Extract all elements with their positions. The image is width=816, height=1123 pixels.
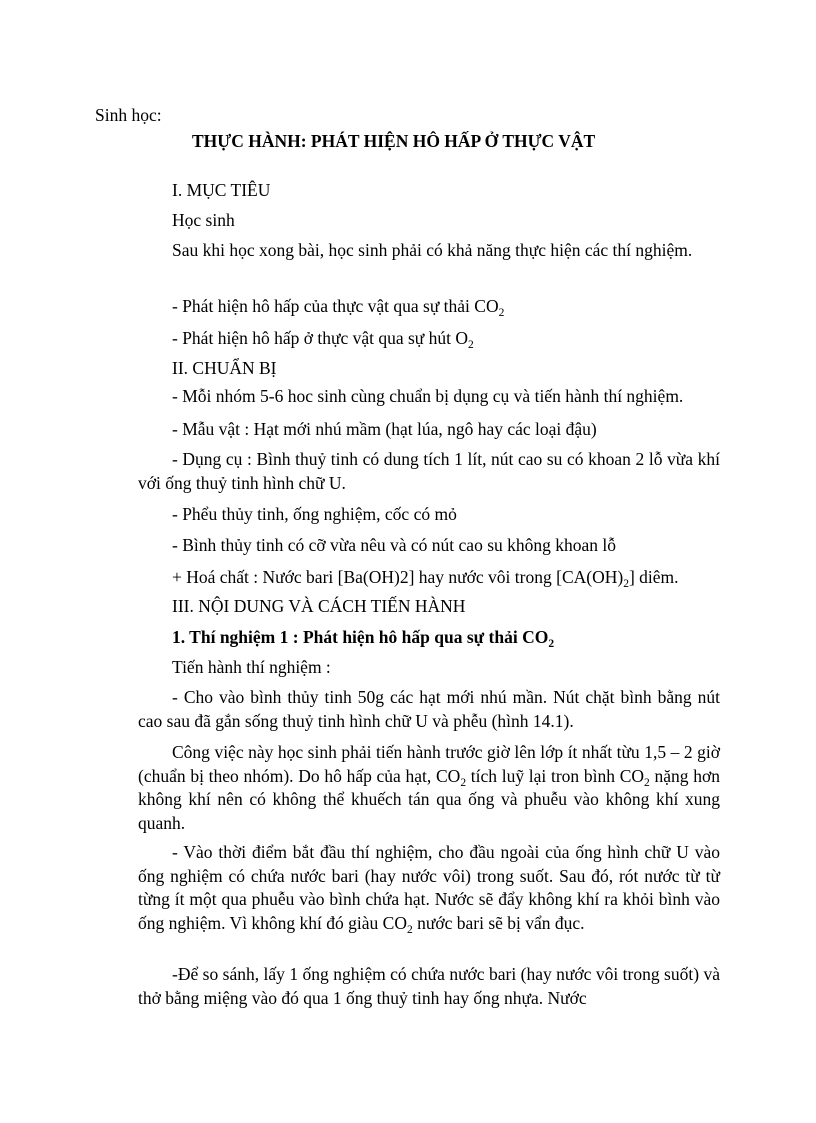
prep-item: - Dụng cụ : Bình thuỷ tinh có dung tích 1 lít, nút cao su có khoan 2 lỗ vừa khí với ống thuỷ tinh hình chữ U. bbox=[138, 449, 720, 493]
procedure-paragraph: Công việc này học sinh phải tiến hành trước giờ lên lớp ít nhất từu 1,5 – 2 giờ (chuẩn bị theo nhóm). Do hô hấp của hạt, $CO_2$ tích luỹ lại tron bình $CO_2$ nặng hơn không khí nên có không thể khuếch tán qua ống và phuễu vào không khí xung quanh. bbox=[138, 742, 720, 833]
objective-item: - Phát hiện hô hấp ở thực vật qua sự hút $O_2$ bbox=[172, 328, 474, 351]
procedure-label: Tiến hành thí nghiệm : bbox=[172, 657, 331, 677]
procedure-step: - Cho vào bình thủy tinh 50g các hạt mới nhú mần. Nút chặt bình bằng nút cao sau đã gắn sống thuỷ tinh hình chữ U và phễu (hình 14.1). bbox=[138, 687, 720, 731]
prep-item: - Bình thủy tinh có cỡ vừa nêu và có nút cao su không khoan lỗ bbox=[172, 535, 617, 555]
section3-heading: III. NỘI DUNG VÀ CÁCH TIẾN HÀNH bbox=[172, 596, 466, 616]
prep-item: - Mẫu vật : Hạt mới nhú mầm (hạt lúa, ngô hay các loại đậu) bbox=[172, 419, 597, 439]
experiment1-title: 1. Thí nghiệm 1 : Phát hiện hô hấp qua sự thải $CO_2$ bbox=[172, 627, 555, 650]
section1-heading: I. MỤC TIÊU bbox=[172, 180, 271, 200]
section2-heading: II. CHUẨN BỊ bbox=[172, 358, 277, 378]
procedure-paragraph: -Để so sánh, lấy 1 ống nghiệm có chứa nước bari (hay nước vôi trong suốt) và thở bằng miệng vào đó qua 1 ống thuỷ tinh hay ống nhựa. Nước bbox=[138, 964, 720, 1008]
prep-item: + Hoá chất : Nước bari [Ba(OH)2] hay nước vôi trong $[CA(OH)_2]$ diêm. bbox=[172, 567, 679, 590]
audience-label: Học sinh bbox=[172, 210, 235, 230]
prep-item: - Mỗi nhóm 5-6 hoc sinh cùng chuẩn bị dụng cụ và tiến hành thí nghiệm. bbox=[172, 386, 684, 406]
page-title: THỰC HÀNH: PHÁT HIỆN HÔ HẤP Ở THỰC VẬT bbox=[192, 131, 596, 151]
prep-item: - Phểu thủy tinh, ống nghiệm, cốc có mỏ bbox=[172, 504, 457, 524]
procedure-paragraph: - Vào thời điểm bắt đầu thí nghiệm, cho đầu ngoài của ống hình chữ U vào ống nghiệm có chứa nước bari (hay nước vôi) trong suốt. Sau đó, rót nước từ từ từng ít một qua phuễu vào bình chứa hạt. Nước sẽ đẩy không khí ra khỏi bình vào ống nghiệm. Vì không khí đó giàu $CO_2$ nước bari sẽ bị vẩn đục. bbox=[138, 842, 720, 936]
objective-item: - Phát hiện hô hấp của thực vật qua sự thải $CO_2$ bbox=[172, 296, 505, 319]
subject-label: Sinh học: bbox=[95, 105, 162, 125]
intro-paragraph: Sau khi học xong bài, học sinh phải có khả năng thực hiện các thí nghiệm. bbox=[172, 240, 693, 260]
